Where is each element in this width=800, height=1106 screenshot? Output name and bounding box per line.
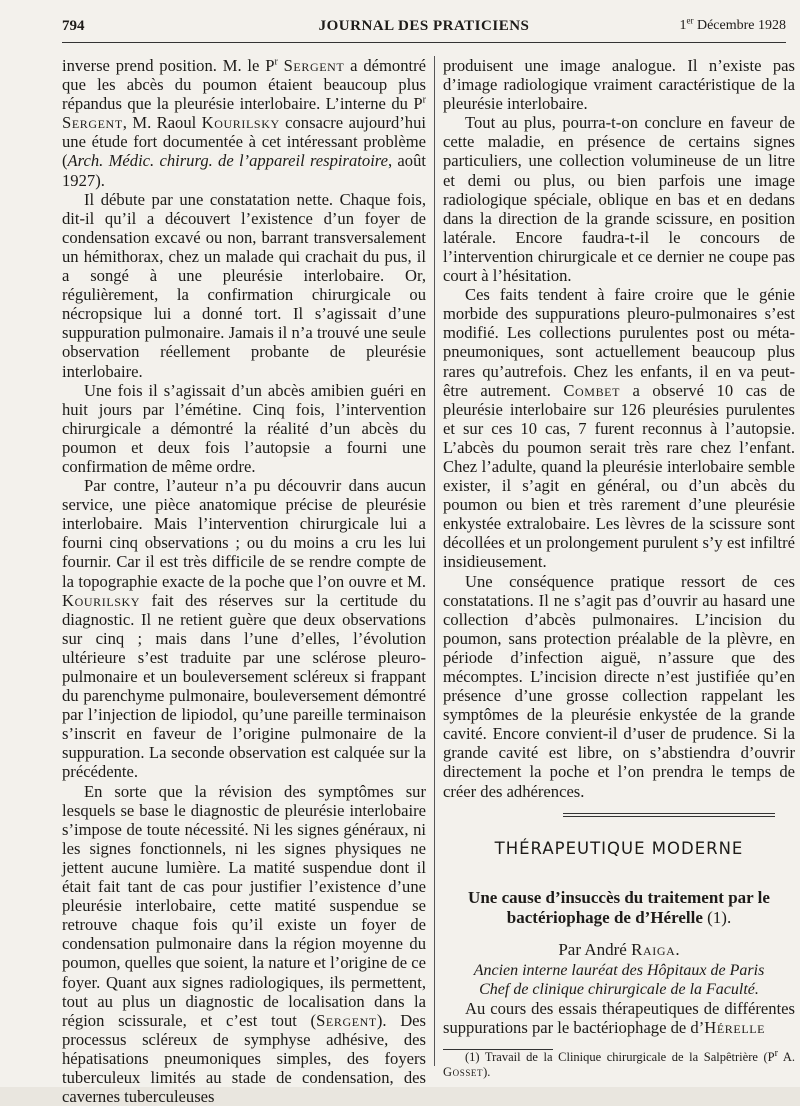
footnote: (1) Travail de la Clinique chirurgicale de la Salpêtrière ($P^r$ A. Gosset). [443, 1047, 795, 1080]
page-number: 794 [62, 18, 85, 34]
page-header [62, 15, 786, 40]
right-column [443, 56, 795, 1080]
paragraph: inverse prend position. M. le $P^r$ Sergent a démontré que les abcès du poumon étaient beaucoup plus répandus que la pleurésie interlobaire. L’interne du $P^r$ Sergent, M. Raoul Kourilsky consacre aujourd’hui une étude fort documentée à cet intéressant problème (Arch. Médic. chirurg. de l’appareil respiratoire, août 1927). [62, 56, 426, 190]
section-title: THÉRAPEUTIQUE MODERNE [494, 838, 744, 858]
article-intro: Au cours des essais thérapeutiques de différentes suppurations par le bactériophage de d’Hérelle [443, 998, 795, 1037]
paragraph: Une conséquence pratique ressort de ces constatations. Il ne s’agit pas d’ouvrir au hasard une collection d’abcès pulmonaires. L’incision du poumon, sans protection préalable de la plèvre, en période d’infection aiguë, n’assure que des mécomptes. L’incision directe n’est justifiée qu’en présence d’une grosse collection rappelant les symptômes de la pleurésie enkystée de la grande cavité. Encore convient-il d’user de prudence. Si la grande cavité est libre, on s’abstiendra d’ouvrir directement la poche et l’on prendra le temps de créer des adhérences. [443, 571, 795, 801]
author-byline: Par André Raiga. [558, 939, 680, 959]
paragraph: Ces faits tendent à faire croire que le génie morbide des suppurations pleuro-pulmonaires s’est modifié. Les collections purulentes post ou méta-pneumoniques, sont actuellement beaucoup plus rares qu’autrefois. Chez les enfants, il en va peut-être autrement. Combet a observé 10 cas de pleurésie interlobaire sur 126 pleurésies purulentes et sur ces 10 cas, 7 furent reconnus à l’autopsie. L’abcès du poumon serait très rare chez l’enfant. Chez l’adulte, quand la pleurésie interlobaire semble exister, il s’agit en général, ou d’un abcès du poumon ou bien et très rarement d’une pleurésie enkystée extralobaire. Les lèvres de la scissure sont décollées et un prolongement purulent s’y est infiltré insidieusement. [443, 285, 795, 572]
author-affiliation-1: Ancien interne lauréat des Hôpitaux de Paris [473, 961, 765, 979]
article-title: Une cause d’insuccès du traitement par le bactériophage de d’Hérelle (1). [468, 887, 770, 927]
section-separator [563, 813, 775, 817]
paragraph: Par contre, l’auteur n’a pu découvrir dans aucun service, une pièce anatomique précise de pleurésie interlobaire. Mais l’intervention chirurgicale lui a fourni cinq observations ; ou du moins a cru les lui fournir. Car il est très difficile de se rendre compte de la topographie exacte de la poche que l’on ouvre et M. Kourilsky fait des réserves sur la certitude du diagnostic. Il ne retient guère que deux observations sur cinq ; mais dans l’une d’elles, l’évolution ultérieure s’est traduite par une sclérose pleuro-pulmonaire et un bouleversement scléreux si frappant du parenchyme pulmonaire, bouleversement démontré par l’injection de lipiodol, qu’une pareille terminaison s’inscrit en faveur de l’origine pulmonaire de la suppuration. La seconde observation est calquée sur la précédente. [62, 476, 426, 782]
author-affiliation-2: Chef de clinique chirurgicale de la Faculté. [479, 980, 759, 998]
header-rule [62, 42, 786, 43]
paragraph: Tout au plus, pourra-t-on conclure en faveur de cette maladie, en présence de certains signes particuliers, une collection volumineuse de un litre et demi ou plus, ou bien parfois une image radiologique spéciale, oblique en bas et en dedans dans la direction de la grande scissure, en position latérale. Encore faudra-t-il le concours de l’intervention chirurgicale et ce dernier ne coupe pas court à l’hésitation. [443, 113, 795, 286]
journal-title: JOURNAL DES PRATICIENS [318, 18, 530, 34]
paragraph: Une fois il s’agissait d’un abcès amibien guéri en huit jours par l’émétine. Cinq fois, l’intervention chirurgicale a démontré la réalité d’un abcès du poumon et deux fois l’autopsie a fourni une confirmation de même ordre. [62, 380, 426, 476]
column-divider [434, 56, 435, 1066]
paragraph: En sorte que la révision des symptômes sur lesquels se base le diagnostic de pleurésie interlobaire s’impose de toute nécessité. Ni les signes généraux, ni les signes fonctionnels, ni les signes physiques ne jettent aucune lumière. La matité suspendue dont il était fait tant de cas pour justifier l’existence d’une pleurésie interlobaire, cette matité suspendue se retrouve chaque fois qu’il existe un foyer de condensation pulmonaire dans la région moyenne du poumon, quelles que soient, la nature et l’origine de ce foyer. Quant aux signes radiologiques, ils permettent, tout au plus un diagnostic de localisation dans la région scissurale, et c’est tout (Sergent). Des processus scléreux de symphyse adhésive, des hépatisations pneumoniques simples, des foyers tuberculeux limités au stade de condensation, des cavernes tuberculeuses [62, 781, 426, 1106]
left-column [62, 56, 426, 1106]
paragraph: produisent une image analogue. Il n’existe pas d’image radiologique vraiment caractéristique de la pleurésie interlobaire. [443, 56, 795, 114]
paragraph: Il débute par une constatation nette. Chaque fois, dit-il qu’il a découvert l’existence d’un foyer de condensation excavé ou non, barrant transversalement un hémithorax, chez un malade qui crachait du pus, il a songé à une pleurésie interlobaire. Or, régulièrement, la confirmation chirurgicale ou nécropsique lui a donné tort. Il s’agissait d’une suppuration pulmonaire. Jamais il n’a trouvé une seule observation réellement probante de pleurésie interlobaire. [62, 189, 426, 381]
issue-date: 1er Décembre 1928 [679, 15, 786, 33]
footnote-ref: (1). [702, 907, 732, 927]
